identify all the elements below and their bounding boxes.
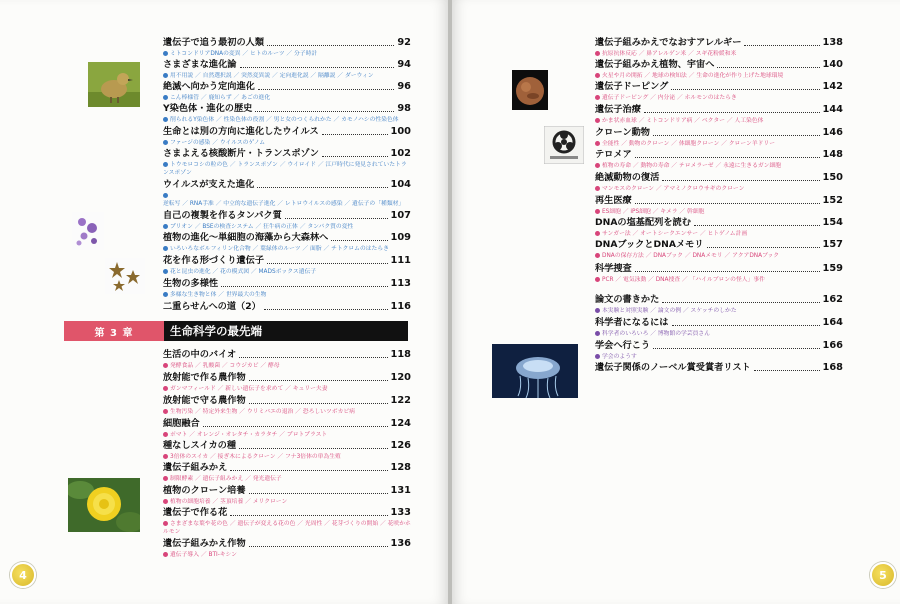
toc-entry-page-number: 113	[390, 278, 411, 289]
leader-dots	[230, 470, 387, 471]
toc-entry-page-number: 98	[397, 103, 411, 114]
toc-entry-page-number: 146	[822, 127, 843, 138]
toc-entry-topics-text: PCR ／ 電気泳動 ／ DNA捜査 ／ 「ハイルブロンの怪人」事件	[602, 277, 765, 283]
toc-entry-page-number: 164	[822, 317, 843, 328]
toc-entry-title-row	[595, 171, 843, 184]
toc-entry	[163, 394, 411, 416]
toc-entry	[595, 148, 843, 170]
toc-entry	[163, 537, 411, 559]
toc-entry-topics-text: 火星や月の開拓 ／ 地球の検知法 ／ 生命の進化が作り上げた地球環境	[602, 73, 784, 79]
chapter-number: 第 3 章	[64, 321, 164, 341]
leader-dots	[671, 89, 819, 90]
pollen-micrograph	[105, 258, 145, 294]
toc-entry	[595, 361, 843, 374]
leader-dots	[644, 112, 820, 113]
toc-entry-page-number: 94	[397, 59, 411, 70]
toc-entry	[595, 262, 843, 284]
toc-entry-page-number: 92	[397, 37, 411, 48]
toc-entry-topics	[163, 475, 411, 483]
toc-entry-topics-text: ES細胞 ／ iPS細胞 ／ キメラ ／ 幹細胞	[602, 209, 705, 215]
toc-entry-page-number: 124	[390, 418, 411, 429]
toc-entry-title-row	[163, 371, 411, 384]
toc-entry	[163, 439, 411, 461]
toc-entry-title: DNAの塩基配列を読む	[595, 217, 691, 228]
toc-entry	[595, 58, 843, 80]
bullet-dot-icon	[163, 476, 168, 481]
toc-entry-topics-text: 植物の寿命 ／ 動物の寿命 ／ テロメラーゼ ／ 永遠に生きるガン細胞	[602, 163, 782, 169]
leader-dots	[239, 448, 388, 449]
leader-dots	[249, 493, 388, 494]
leader-dots	[662, 302, 819, 303]
toc-entry-title: 論文の書きかた	[595, 294, 660, 305]
toc-entry-page-number: 138	[822, 37, 843, 48]
toc-entry-title-row	[595, 262, 843, 275]
toc-entry-page-number: 157	[822, 239, 843, 250]
toc-entry-topics-text: 全能性 ／ 動物のクローン ／ 体細胞クローン ／ クローン羊ドリー	[602, 141, 776, 147]
toc-entry-topics-text: 逆転写 ／ RNA手准 ／ 中立的な遺伝子進化 ／ レトロウイルスの感染 ／ 遺伝子の「種類材」	[163, 201, 405, 207]
toc-entry-topics-text: 発酵食品 ／ 乳酸菌 ／ コウジカビ ／ 酵母	[170, 363, 280, 369]
bullet-dot-icon	[595, 209, 600, 214]
toc-entry-title-row	[163, 537, 411, 550]
toc-entry-title: 二重らせんへの道（2）	[163, 301, 261, 312]
toc-entry-topics-text: さまざまな葉や花の色 ／ 遺伝子が変える花の色 ／ 光周性 ／ 花芽づくりの開始 ／ 花咲かホルモン	[163, 521, 411, 535]
leader-dots	[744, 45, 819, 46]
toc-entry-topics	[163, 362, 411, 370]
toc-entry-topics-text: 学会のようす	[602, 354, 637, 360]
toc-entry-title: 絶滅動物の復活	[595, 172, 660, 183]
toc-entry-page-number: 142	[822, 81, 843, 92]
toc-entry-page-number: 109	[390, 232, 411, 243]
toc-entry-page-number: 118	[390, 349, 411, 360]
toc-entry	[163, 348, 411, 370]
toc-entry-title-row	[595, 216, 843, 229]
toc-entry-topics	[595, 252, 843, 260]
bullet-dot-icon	[595, 51, 600, 56]
toc-entry-page-number: 128	[390, 462, 411, 473]
toc-entry-title-row	[595, 103, 843, 116]
toc-entry-topics	[595, 230, 843, 238]
toc-entry-page-number: 136	[390, 538, 411, 549]
toc-entry-title-row	[163, 484, 411, 497]
toc-entry-title-row	[595, 36, 843, 49]
toc-entry-title: 自己の複製を作るタンパク質	[163, 210, 282, 221]
toc-entry-title: 遺伝子組みかえでなおすアレルギー	[595, 37, 742, 48]
toc-entry-topics-text: サンガー法 ／ オートシークエンサー ／ ヒトゲノム計画	[602, 231, 748, 237]
toc-entry-title-row	[595, 148, 843, 161]
toc-entry	[595, 238, 843, 260]
toc-entry	[595, 36, 843, 58]
chapter-title: 生命科学の最先端	[164, 321, 408, 341]
biohazard-sign	[544, 126, 584, 164]
toc-entry-page-number: 120	[390, 372, 411, 383]
toc-entry-topics	[163, 385, 411, 393]
toc-entry-topics-text: 制限酵素 ／ 遺伝子組みかえ ／ 発光遺伝子	[170, 476, 282, 482]
toc-entry	[163, 371, 411, 393]
leader-dots	[662, 180, 819, 181]
toc-entry-page-number: 131	[390, 485, 411, 496]
toc-entry-topics	[163, 551, 411, 559]
leader-dots	[694, 225, 820, 226]
bullet-dot-icon	[163, 363, 168, 368]
toc-entry-page-number: 159	[822, 263, 843, 274]
leader-dots	[653, 348, 819, 349]
toc-entry-topics	[595, 330, 843, 338]
leader-dots	[239, 357, 387, 358]
toc-entry-title: 遺伝子組みかえ作物	[163, 538, 246, 549]
toc-entry-topics	[595, 307, 843, 315]
toc-entry-title: 再生医療	[595, 195, 632, 206]
toc-entry-topics-text: 多様な生き物と体 ／ 世界最大の生物	[170, 292, 267, 298]
leader-dots	[635, 271, 820, 272]
cells-micrograph	[72, 212, 104, 250]
toc-entry-topics	[595, 353, 843, 361]
toc-entry-title: 遺伝子治療	[595, 104, 641, 115]
bullet-dot-icon	[595, 186, 600, 191]
toc-entry-topics-text: ミトコンドリアDNAの変異 ／ ヒトのルーツ ／ 分子時計	[170, 51, 318, 57]
leader-dots	[249, 546, 388, 547]
toc-entry-title: 学会へ行こう	[595, 340, 651, 351]
toc-entry-topics-text: ファージの感染 ／ ウイルスのゲノム	[170, 140, 266, 146]
toc-entry-title: さまざまな進化論	[163, 59, 237, 70]
toc-entry-title: 放射能で作る農作物	[163, 372, 246, 383]
toc-entry-page-number: 154	[822, 217, 843, 228]
toc-entry-page-number: 152	[822, 195, 843, 206]
left-page	[0, 0, 448, 604]
bullet-dot-icon	[163, 409, 168, 414]
toc-entry-title-row	[595, 126, 843, 139]
bullet-dot-icon	[595, 354, 600, 359]
toc-entry	[595, 171, 843, 193]
toc-entry-topics	[163, 453, 411, 461]
toc-entry-topics	[595, 276, 843, 284]
toc-entry-topics-text: プリオン ／ BSEの検査システム ／ 狂牛病の正体 ／ タンパク質の変性	[170, 224, 354, 230]
toc-entry-title-row	[595, 80, 843, 93]
toc-entry-title: 生物の多様性	[163, 278, 219, 289]
toc-entry-topics-text: 植物の細胞培養 ／ 茎頂培養 ／ メリクローン	[170, 499, 288, 505]
toc-entry-topics-text: 生物汚染 ／ 特定外来生物 ／ ウリミバエの退治 ／ 恐ろしいツボカビ病	[170, 409, 355, 415]
toc-entry-title: 生命とは別の方向に進化したウイルス	[163, 126, 319, 137]
toc-entry-title-row	[595, 293, 843, 306]
toc-entry-topics-text: マンモスのクローン ／ アマミノクロウサギのクローン	[602, 186, 745, 192]
toc-entry-title: 放射能で守る農作物	[163, 395, 246, 406]
toc-entry-page-number: 133	[390, 507, 411, 518]
toc-entry-topics	[163, 498, 411, 506]
toc-entry-title: 遺伝子で追う最初の人類	[163, 37, 265, 48]
leader-dots	[249, 403, 388, 404]
toc-entry-topics-text: 科学者のいろいろ ／ 博物館の学芸員さん	[602, 331, 711, 337]
toc-entry	[163, 484, 411, 506]
toc-entry-topics	[595, 140, 843, 148]
toc-entry-title-row	[595, 316, 843, 329]
toc-entry-page-number: 168	[822, 362, 843, 373]
toc-entry	[595, 316, 843, 338]
toc-entry-topics	[163, 431, 411, 439]
toc-entry-title-row	[163, 461, 411, 474]
toc-entry-page-number: 116	[390, 301, 411, 312]
toc-entry-topics-text: 花と昆虫の進化 ／ 花の模式図 ／ MADSボックス遺伝子	[170, 269, 317, 275]
bullet-dot-icon	[163, 552, 168, 557]
toc-entry-page-number: 102	[390, 148, 411, 159]
duckling-photo	[88, 62, 140, 107]
toc-entry-page-number: 144	[822, 104, 843, 115]
toc-entry-topics	[595, 208, 843, 216]
bullet-dot-icon	[163, 499, 168, 504]
toc-entry-topics-text: ポマト ／ オレンジ・オレタチ・カラタチ ／ プロトプラスト	[170, 432, 328, 438]
toc-entry-topics	[595, 94, 843, 102]
toc-entry-title: 遺伝子組みかえ植物、宇宙へ	[595, 59, 715, 70]
toc-entry-topics	[595, 185, 843, 193]
toc-entry-title: クローン動物	[595, 127, 650, 138]
toc-entry-page-number: 100	[390, 126, 411, 137]
toc-entry-page-number: 150	[822, 172, 843, 183]
toc-entry-title-row	[595, 238, 843, 251]
leader-dots	[707, 247, 820, 248]
bullet-dot-icon	[595, 277, 600, 282]
toc-entry-page-number: 107	[390, 210, 411, 221]
toc-entry-topics-text: こん棒様管 ／ 鹿知らず ／ あごの進化	[170, 95, 271, 101]
toc-entry-title: 遺伝子ドーピング	[595, 81, 669, 92]
toc-entry-topics-text: トウモロコシの粒の色 ／ トランスポゾン ／ ウイロイド ／ 江戸時代に発見されていたトランスポゾン	[163, 162, 407, 176]
toc-entry	[595, 126, 843, 148]
toc-entry-topics-text: 遺伝子導入 ／ BTI-キシン	[170, 552, 237, 558]
leader-dots	[249, 380, 388, 381]
toc-entry-page-number: 140	[822, 59, 843, 70]
leader-dots	[754, 370, 820, 371]
toc-entry-page-number: 96	[397, 81, 411, 92]
toc-entry-topics	[595, 162, 843, 170]
toc-entry-topics-text: 用不用説 ／ 自然選択説 ／ 突然変異説 ／ 定向進化説 ／ 隔離説 ／ ダーウィン	[170, 73, 374, 79]
toc-entry-title: 遺伝子で作る花	[163, 507, 228, 518]
bullet-dot-icon	[595, 118, 600, 123]
bullet-dot-icon	[595, 95, 600, 100]
toc-entry-topics-text: かま状赤血球 ／ ミトコンドリア病 ／ ベクター ／ 人工染色体	[602, 118, 764, 124]
page-number-left: 4	[10, 562, 36, 588]
leader-dots	[635, 203, 820, 204]
bullet-dot-icon	[163, 521, 168, 526]
mars-photo	[512, 70, 548, 110]
toc-entry-topics-text: DNAの保存方法 ／ DNAブック ／ DNAメモリ ／ アクアDNAブック	[602, 253, 780, 259]
toc-entry	[595, 293, 843, 315]
toc-entry	[163, 461, 411, 483]
toc-entry-title: 花を作る形づくり遺伝子	[163, 255, 265, 266]
yellow-rose-photo	[68, 478, 140, 532]
leader-dots	[203, 426, 388, 427]
toc-entry-topics-text: いろいろなボルフィリン化合物 ／ 葉緑体のルーツ ／ 面脂 ／ チトクロムのはたらき	[170, 246, 389, 252]
toc-entry-title-row	[163, 417, 411, 430]
toc-entry-title: 生活の中のバイオ	[163, 349, 237, 360]
leader-dots	[653, 135, 820, 136]
toc-entry-title: 植物の進化～単細胞の海藻から大森林へ	[163, 232, 329, 243]
bullet-dot-icon	[595, 163, 600, 168]
bullet-dot-icon	[595, 231, 600, 236]
leader-dots	[230, 515, 387, 516]
toc-entry-title: 絶滅へ向かう定向進化	[163, 81, 255, 92]
toc-entry	[595, 216, 843, 238]
toc-entry-title-row	[163, 394, 411, 407]
toc-entry-topics	[595, 50, 843, 58]
toc-entry-topics-text: 3倍体のスイカ ／ 接ぎ木によるクローン ／ フナ3倍体の単為生殖	[170, 454, 341, 460]
toc-entry-topics-text: 削られるY染色体 ／ 性染色体の役割 ／ 男と女のつくられかた ／ カモノハシの性染色体	[170, 117, 399, 123]
toc-entry-title-row	[163, 348, 411, 361]
toc-entry-title: Y染色体・進化の歴史	[163, 103, 253, 114]
toc-entry-page-number: 104	[390, 179, 411, 190]
toc-entry-page-number: 166	[822, 340, 843, 351]
bullet-dot-icon	[595, 141, 600, 146]
toc-entry-title-row	[163, 439, 411, 452]
toc-entry-title-row	[595, 339, 843, 352]
toc-entry-page-number: 111	[390, 255, 411, 266]
bullet-dot-icon	[595, 331, 600, 336]
leader-dots	[717, 67, 819, 68]
toc-entry-topics-text: 抗原抗体反応 ／ 鼻アレルゲン米 ／ スギ花粉緩和米	[602, 51, 737, 57]
toc-entry-title: 科学捜査	[595, 263, 632, 274]
bullet-dot-icon	[595, 73, 600, 78]
toc-entry-title: ウイルスが支えた進化	[163, 179, 255, 190]
toc-entry-topics	[163, 408, 411, 416]
jellyfish-photo	[492, 344, 578, 398]
toc-entry-title-row	[595, 58, 843, 71]
toc-entry-title-row	[595, 194, 843, 207]
bullet-dot-icon	[163, 386, 168, 391]
toc-entry-title: テロメア	[595, 149, 632, 160]
leader-dots	[672, 325, 820, 326]
toc-entry-title: 細胞融合	[163, 418, 200, 429]
toc-entry-title: 科学者になるには	[595, 317, 669, 328]
toc-entry	[595, 194, 843, 216]
toc-entry-topics-text: 遺伝子ドーピング ／ 内分泌 ／ ホルモンのはたらき	[602, 95, 737, 101]
toc-entry-title: 遺伝子関係のノーベル賞受賞者リスト	[595, 362, 751, 373]
toc-entry	[595, 103, 843, 125]
toc-entry	[595, 339, 843, 361]
toc-entry	[595, 80, 843, 102]
toc-entry-title-row	[595, 361, 843, 374]
toc-entry-page-number: 148	[822, 149, 843, 160]
toc-entry-title: 植物のクローン培養	[163, 485, 246, 496]
toc-entry-page-number: 162	[822, 294, 843, 305]
toc-entry-title: 遺伝子組みかえ	[163, 462, 228, 473]
bullet-dot-icon	[595, 253, 600, 258]
toc-entry-topics	[595, 117, 843, 125]
toc-entry-title: DNAブックとDNAメモリ	[595, 239, 704, 250]
bullet-dot-icon	[163, 432, 168, 437]
leader-dots	[635, 157, 820, 158]
toc-entry-topics	[595, 72, 843, 80]
toc-entry	[163, 506, 411, 536]
toc-entry-title-row	[163, 506, 411, 519]
right-page	[452, 0, 900, 604]
toc-entry-topics-text: ガンマフィールド ／ 新しい遺伝子を求めて ／ キュリー夫妻	[170, 386, 328, 392]
toc-entry-title: 種なしスイカの種	[163, 440, 237, 451]
toc-entry-topics-text: 本実験と対照実験 ／ 論文の例 ／ スケッチのしかた	[602, 308, 737, 314]
toc-entry-page-number: 122	[390, 395, 411, 406]
page-number-right: 5	[870, 562, 896, 588]
toc-entry-title: さまよえる核酸断片・トランスポゾン	[163, 148, 319, 159]
toc-entry-topics	[163, 520, 411, 536]
toc-entry	[163, 417, 411, 439]
bullet-dot-icon	[595, 308, 600, 313]
bullet-dot-icon	[163, 454, 168, 459]
toc-entry-page-number: 126	[390, 440, 411, 451]
